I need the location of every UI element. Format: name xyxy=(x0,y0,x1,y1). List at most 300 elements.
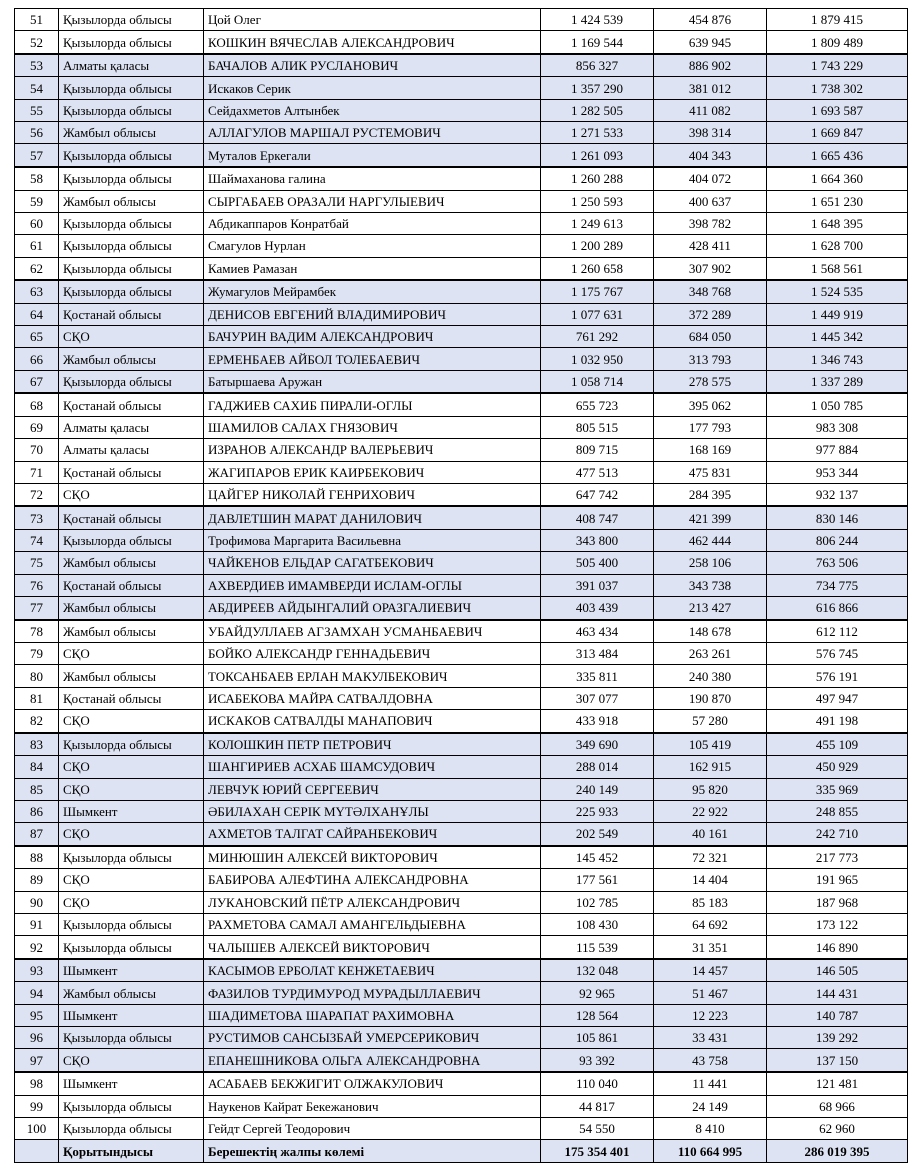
debtor-name-cell: КОЛОШКИН ПЕТР ПЕТРОВИЧ xyxy=(204,733,541,756)
debtor-name-cell: Цой Олег xyxy=(204,9,541,31)
amount-2-cell: 57 280 xyxy=(654,710,767,733)
amount-1-cell: 1 200 289 xyxy=(541,235,654,257)
debtor-name-cell: ФАЗИЛОВ ТУРДИМУРОД МУРАДЫЛЛАЕВИЧ xyxy=(204,982,541,1004)
table-row xyxy=(15,1117,908,1139)
debtor-name-cell: Муталов Еркегали xyxy=(204,144,541,167)
table-row xyxy=(15,529,908,551)
region-cell: Қызылорда облысы xyxy=(59,144,204,167)
debtor-name-cell: АБДИРЕЕВ АЙДЫНГАЛИЙ ОРАЗГАЛИЕВИЧ xyxy=(204,596,541,619)
amount-2-cell: 343 738 xyxy=(654,574,767,596)
region-cell: Жамбыл облысы xyxy=(59,552,204,574)
amount-1-cell: 463 434 xyxy=(541,620,654,643)
amount-1-cell: 403 439 xyxy=(541,596,654,619)
amount-1-cell: 1 077 631 xyxy=(541,303,654,325)
table-row xyxy=(15,1095,908,1117)
region-cell: Қызылорда облысы xyxy=(59,1027,204,1049)
total-amount-cell: 248 855 xyxy=(767,800,908,822)
total-amount-cell: 576 745 xyxy=(767,643,908,665)
table-row xyxy=(15,823,908,846)
debtor-name-cell: УБАЙДУЛЛАЕВ АГЗАМХАН УСМАНБАЕВИЧ xyxy=(204,620,541,643)
region-cell: СҚО xyxy=(59,1049,204,1072)
debtor-name-cell: ЧАЙКЕНОВ ЕЛЬДАР САГАТБЕКОВИЧ xyxy=(204,552,541,574)
amount-2-cell: 404 343 xyxy=(654,144,767,167)
total-amount-cell: 1 648 395 xyxy=(767,212,908,234)
row-number-cell: 88 xyxy=(15,846,59,869)
table-row xyxy=(15,303,908,325)
table-row xyxy=(15,778,908,800)
amount-1-cell: 477 513 xyxy=(541,461,654,483)
debtor-name-cell: ШАДИМЕТОВА ШАРАПАТ РАХИМОВНА xyxy=(204,1004,541,1026)
region-cell: СҚО xyxy=(59,778,204,800)
amount-1-cell: 1 058 714 xyxy=(541,370,654,393)
region-cell: Қызылорда облысы xyxy=(59,212,204,234)
debtor-name-cell: ИСКАКОВ САТВАЛДЫ МАНАПОВИЧ xyxy=(204,710,541,733)
debtor-name-cell: ДЕНИСОВ ЕВГЕНИЙ ВЛАДИМИРОВИЧ xyxy=(204,303,541,325)
table-row xyxy=(15,846,908,869)
total-amount-cell: 144 431 xyxy=(767,982,908,1004)
total-amount-cell: 830 146 xyxy=(767,506,908,529)
amount-2-cell: 454 876 xyxy=(654,9,767,31)
amount-2-cell: 14 457 xyxy=(654,959,767,982)
region-cell: Қызылорда облысы xyxy=(59,1117,204,1139)
amount-2-cell: 278 575 xyxy=(654,370,767,393)
row-number-cell: 52 xyxy=(15,31,59,54)
table-row xyxy=(15,326,908,348)
row-number-cell: 98 xyxy=(15,1072,59,1095)
amount-1-cell: 805 515 xyxy=(541,416,654,438)
debtor-name-cell: СЫРГАБАЕВ ОРАЗАЛИ НАРГУЛЫЕВИЧ xyxy=(204,190,541,212)
total-region-cell: Қорытындысы xyxy=(59,1140,204,1163)
amount-1-cell: 115 539 xyxy=(541,936,654,959)
row-number-cell: 73 xyxy=(15,506,59,529)
amount-1-cell: 1 249 613 xyxy=(541,212,654,234)
amount-1-cell: 1 260 658 xyxy=(541,257,654,280)
amount-2-cell: 162 915 xyxy=(654,756,767,778)
total-amount-cell: 121 481 xyxy=(767,1072,908,1095)
table-row xyxy=(15,643,908,665)
table-row xyxy=(15,756,908,778)
debtor-name-cell: ИЗРАНОВ АЛЕКСАНДР ВАЛЕРЬЕВИЧ xyxy=(204,439,541,461)
amount-1-cell: 177 561 xyxy=(541,869,654,891)
debtor-name-cell: ЛЕВЧУК ЮРИЙ СЕРГЕЕВИЧ xyxy=(204,778,541,800)
debtor-name-cell: КАСЫМОВ ЕРБОЛАТ КЕНЖЕТАЕВИЧ xyxy=(204,959,541,982)
amount-2-cell: 12 223 xyxy=(654,1004,767,1026)
region-cell: СҚО xyxy=(59,869,204,891)
debtor-name-cell: ЕРМЕНБАЕВ АЙБОЛ ТОЛЕБАЕВИЧ xyxy=(204,348,541,370)
row-number-cell: 58 xyxy=(15,167,59,190)
amount-2-cell: 639 945 xyxy=(654,31,767,54)
region-cell: Қызылорда облысы xyxy=(59,31,204,54)
amount-1-cell: 1 260 288 xyxy=(541,167,654,190)
amount-2-cell: 105 419 xyxy=(654,733,767,756)
debtor-name-cell: ЦАЙГЕР НИКОЛАЙ ГЕНРИХОВИЧ xyxy=(204,483,541,506)
amount-2-cell: 8 410 xyxy=(654,1117,767,1139)
debtor-name-cell: Абдикаппаров Конратбай xyxy=(204,212,541,234)
row-number-cell: 59 xyxy=(15,190,59,212)
amount-2-cell: 240 380 xyxy=(654,665,767,687)
amount-1-cell: 288 014 xyxy=(541,756,654,778)
table-row xyxy=(15,1049,908,1072)
row-number-cell: 85 xyxy=(15,778,59,800)
table-row xyxy=(15,190,908,212)
amount-1-cell: 343 800 xyxy=(541,529,654,551)
total-amount-cell: 576 191 xyxy=(767,665,908,687)
total-amount-cell: 1 879 415 xyxy=(767,9,908,31)
region-cell: СҚО xyxy=(59,756,204,778)
region-cell: Шымкент xyxy=(59,1072,204,1095)
amount-2-cell: 22 922 xyxy=(654,800,767,822)
region-cell: Жамбыл облысы xyxy=(59,190,204,212)
region-cell: Қызылорда облысы xyxy=(59,167,204,190)
region-cell: СҚО xyxy=(59,643,204,665)
total-amount-cell: 1 665 436 xyxy=(767,144,908,167)
total-amount-cell: 1 445 342 xyxy=(767,326,908,348)
region-cell: Қостанай облысы xyxy=(59,506,204,529)
row-number-cell: 55 xyxy=(15,99,59,121)
amount-1-cell: 225 933 xyxy=(541,800,654,822)
debtor-name-cell: Трофимова Маргарита Васильевна xyxy=(204,529,541,551)
region-cell: Қызылорда облысы xyxy=(59,936,204,959)
debtor-name-cell: Сейдахметов Алтынбек xyxy=(204,99,541,121)
region-cell: Қостанай облысы xyxy=(59,303,204,325)
total-amount-cell: 1 693 587 xyxy=(767,99,908,121)
total-amount-cell: 1 628 700 xyxy=(767,235,908,257)
amount-2-cell: 372 289 xyxy=(654,303,767,325)
row-number-cell: 84 xyxy=(15,756,59,778)
total-amount-cell: 1 050 785 xyxy=(767,393,908,416)
total-amount-cell: 1 337 289 xyxy=(767,370,908,393)
region-cell: СҚО xyxy=(59,823,204,846)
region-cell: Қызылорда облысы xyxy=(59,846,204,869)
amount-1-cell: 349 690 xyxy=(541,733,654,756)
table-row xyxy=(15,212,908,234)
row-number-cell: 80 xyxy=(15,665,59,687)
region-cell: Жамбыл облысы xyxy=(59,665,204,687)
row-number-cell: 93 xyxy=(15,959,59,982)
amount-1-cell: 110 040 xyxy=(541,1072,654,1095)
row-number-cell: 72 xyxy=(15,483,59,506)
region-cell: СҚО xyxy=(59,710,204,733)
total-row-number-cell xyxy=(15,1140,59,1163)
debtor-name-cell: КОШКИН ВЯЧЕСЛАВ АЛЕКСАНДРОВИЧ xyxy=(204,31,541,54)
region-cell: Қызылорда облысы xyxy=(59,9,204,31)
amount-1-cell: 335 811 xyxy=(541,665,654,687)
region-cell: Қызылорда облысы xyxy=(59,1095,204,1117)
table-row xyxy=(15,167,908,190)
row-number-cell: 54 xyxy=(15,77,59,99)
row-number-cell: 77 xyxy=(15,596,59,619)
amount-2-cell: 395 062 xyxy=(654,393,767,416)
row-number-cell: 94 xyxy=(15,982,59,1004)
table-row xyxy=(15,687,908,709)
amount-1-cell: 1 282 505 xyxy=(541,99,654,121)
region-cell: СҚО xyxy=(59,483,204,506)
amount-2-cell: 85 183 xyxy=(654,891,767,913)
amount-2-cell: 33 431 xyxy=(654,1027,767,1049)
debtor-name-cell: ГАДЖИЕВ САХИБ ПИРАЛИ-ОГЛЫ xyxy=(204,393,541,416)
debtor-name-cell: БАЧУРИН ВАДИМ АЛЕКСАНДРОВИЧ xyxy=(204,326,541,348)
total-amount-cell: 217 773 xyxy=(767,846,908,869)
amount-2-cell: 14 404 xyxy=(654,869,767,891)
region-cell: Жамбыл облысы xyxy=(59,982,204,1004)
table-row xyxy=(15,1027,908,1049)
row-number-cell: 70 xyxy=(15,439,59,461)
region-cell: Жамбыл облысы xyxy=(59,122,204,144)
debtors-table xyxy=(14,8,908,1163)
region-cell: Алматы қаласы xyxy=(59,54,204,77)
amount-1-cell: 1 250 593 xyxy=(541,190,654,212)
debtor-name-cell: ЕПАНЕШНИКОВА ОЛЬГА АЛЕКСАНДРОВНА xyxy=(204,1049,541,1072)
debtor-name-cell: Смагулов Нурлан xyxy=(204,235,541,257)
region-cell: Шымкент xyxy=(59,959,204,982)
region-cell: Қостанай облысы xyxy=(59,393,204,416)
debtor-name-cell: БАЧАЛОВ АЛИК РУСЛАНОВИЧ xyxy=(204,54,541,77)
region-cell: Жамбыл облысы xyxy=(59,596,204,619)
table-row xyxy=(15,959,908,982)
amount-2-cell: 24 149 xyxy=(654,1095,767,1117)
table-row xyxy=(15,348,908,370)
region-cell: Қызылорда облысы xyxy=(59,914,204,936)
row-number-cell: 87 xyxy=(15,823,59,846)
region-cell: Жамбыл облысы xyxy=(59,348,204,370)
amount-2-cell: 284 395 xyxy=(654,483,767,506)
total-row xyxy=(15,1140,908,1163)
table-row xyxy=(15,1072,908,1095)
row-number-cell: 81 xyxy=(15,687,59,709)
total-amount-cell: 612 112 xyxy=(767,620,908,643)
row-number-cell: 82 xyxy=(15,710,59,733)
amount-2-cell: 381 012 xyxy=(654,77,767,99)
amount-1-cell: 128 564 xyxy=(541,1004,654,1026)
row-number-cell: 63 xyxy=(15,280,59,303)
debtor-name-cell: АХВЕРДИЕВ ИМАМВЕРДИ ИСЛАМ-ОГЛЫ xyxy=(204,574,541,596)
amount-1-cell: 44 817 xyxy=(541,1095,654,1117)
debtor-name-cell: РАХМЕТОВА САМАЛ АМАНГЕЛЬДЫЕВНА xyxy=(204,914,541,936)
region-cell: Қызылорда облысы xyxy=(59,280,204,303)
row-number-cell: 99 xyxy=(15,1095,59,1117)
amount-1-cell: 391 037 xyxy=(541,574,654,596)
total-amount-cell: 173 122 xyxy=(767,914,908,936)
amount-2-cell: 263 261 xyxy=(654,643,767,665)
amount-1-cell: 647 742 xyxy=(541,483,654,506)
debt-table-sheet xyxy=(14,8,907,1163)
total-amount-1-cell: 175 354 401 xyxy=(541,1140,654,1163)
amount-1-cell: 433 918 xyxy=(541,710,654,733)
amount-1-cell: 856 327 xyxy=(541,54,654,77)
table-row xyxy=(15,122,908,144)
total-amount-cell: 1 524 535 xyxy=(767,280,908,303)
total-amount-cell: 616 866 xyxy=(767,596,908,619)
region-cell: Қызылорда облысы xyxy=(59,257,204,280)
amount-1-cell: 54 550 xyxy=(541,1117,654,1139)
amount-2-cell: 400 637 xyxy=(654,190,767,212)
debtor-name-cell: АСАБАЕВ БЕКЖИГИТ ОЛЖАКУЛОВИЧ xyxy=(204,1072,541,1095)
total-amount-cell: 1 809 489 xyxy=(767,31,908,54)
debtor-name-cell: Наукенов Кайрат Бекежанович xyxy=(204,1095,541,1117)
table-row xyxy=(15,710,908,733)
table-row xyxy=(15,574,908,596)
amount-2-cell: 313 793 xyxy=(654,348,767,370)
region-cell: Қызылорда облысы xyxy=(59,529,204,551)
debtor-name-cell: АЛЛАГУЛОВ МАРШАЛ РУСТЕМОВИЧ xyxy=(204,122,541,144)
row-number-cell: 51 xyxy=(15,9,59,31)
table-row xyxy=(15,936,908,959)
region-cell: Қостанай облысы xyxy=(59,574,204,596)
row-number-cell: 67 xyxy=(15,370,59,393)
amount-2-cell: 40 161 xyxy=(654,823,767,846)
region-cell: Қостанай облысы xyxy=(59,687,204,709)
total-amount-cell: 455 109 xyxy=(767,733,908,756)
debtor-name-cell: ЧАЛЫШЕВ АЛЕКСЕЙ ВИКТОРОВИЧ xyxy=(204,936,541,959)
amount-1-cell: 132 048 xyxy=(541,959,654,982)
amount-1-cell: 1 032 950 xyxy=(541,348,654,370)
total-amount-cell: 62 960 xyxy=(767,1117,908,1139)
debtor-name-cell: РУСТИМОВ САНСЫЗБАЙ УМЕРСЕРИКОВИЧ xyxy=(204,1027,541,1049)
table-row xyxy=(15,9,908,31)
total-amount-cell: 450 929 xyxy=(767,756,908,778)
amount-1-cell: 105 861 xyxy=(541,1027,654,1049)
region-cell: Алматы қаласы xyxy=(59,439,204,461)
row-number-cell: 83 xyxy=(15,733,59,756)
amount-2-cell: 421 399 xyxy=(654,506,767,529)
total-amount-cell: 335 969 xyxy=(767,778,908,800)
amount-2-cell: 72 321 xyxy=(654,846,767,869)
table-row xyxy=(15,235,908,257)
total-amount-2-cell: 110 664 995 xyxy=(654,1140,767,1163)
debtor-name-cell: МИНЮШИН АЛЕКСЕЙ ВИКТОРОВИЧ xyxy=(204,846,541,869)
total-amount-cell: 1 568 561 xyxy=(767,257,908,280)
debtor-name-cell: БОЙКО АЛЕКСАНДР ГЕННАДЬЕВИЧ xyxy=(204,643,541,665)
amount-1-cell: 655 723 xyxy=(541,393,654,416)
row-number-cell: 91 xyxy=(15,914,59,936)
row-number-cell: 79 xyxy=(15,643,59,665)
row-number-cell: 100 xyxy=(15,1117,59,1139)
table-row xyxy=(15,257,908,280)
region-cell: Қызылорда облысы xyxy=(59,235,204,257)
table-row xyxy=(15,891,908,913)
amount-1-cell: 1 424 539 xyxy=(541,9,654,31)
total-amount-cell: 932 137 xyxy=(767,483,908,506)
total-amount-cell: 191 965 xyxy=(767,869,908,891)
table-row xyxy=(15,982,908,1004)
row-number-cell: 78 xyxy=(15,620,59,643)
region-cell: СҚО xyxy=(59,326,204,348)
region-cell: Жамбыл облысы xyxy=(59,620,204,643)
amount-2-cell: 398 314 xyxy=(654,122,767,144)
total-amount-cell: 763 506 xyxy=(767,552,908,574)
region-cell: СҚО xyxy=(59,891,204,913)
amount-1-cell: 1 261 093 xyxy=(541,144,654,167)
total-amount-cell: 1 346 743 xyxy=(767,348,908,370)
amount-2-cell: 411 082 xyxy=(654,99,767,121)
row-number-cell: 56 xyxy=(15,122,59,144)
debtor-name-cell: ЖАГИПАРОВ ЕРИК КАИРБЕКОВИЧ xyxy=(204,461,541,483)
debtor-name-cell: ТОКСАНБАЕВ ЕРЛАН МАКУЛБЕКОВИЧ xyxy=(204,665,541,687)
table-row xyxy=(15,54,908,77)
total-amount-cell: 139 292 xyxy=(767,1027,908,1049)
amount-1-cell: 1 271 533 xyxy=(541,122,654,144)
table-row xyxy=(15,416,908,438)
total-amount-cell: 1 651 230 xyxy=(767,190,908,212)
amount-1-cell: 102 785 xyxy=(541,891,654,913)
total-amount-cell: 734 775 xyxy=(767,574,908,596)
amount-1-cell: 93 392 xyxy=(541,1049,654,1072)
debtor-name-cell: Шаймаханова галина xyxy=(204,167,541,190)
amount-1-cell: 145 452 xyxy=(541,846,654,869)
amount-2-cell: 31 351 xyxy=(654,936,767,959)
table-row xyxy=(15,439,908,461)
amount-2-cell: 348 768 xyxy=(654,280,767,303)
region-cell: Қостанай облысы xyxy=(59,461,204,483)
total-amount-cell: 977 884 xyxy=(767,439,908,461)
amount-2-cell: 684 050 xyxy=(654,326,767,348)
amount-2-cell: 11 441 xyxy=(654,1072,767,1095)
amount-2-cell: 404 072 xyxy=(654,167,767,190)
amount-2-cell: 43 758 xyxy=(654,1049,767,1072)
total-debtor-name-cell: Берешектің жалпы көлемі xyxy=(204,1140,541,1163)
total-amount-cell: 242 710 xyxy=(767,823,908,846)
row-number-cell: 71 xyxy=(15,461,59,483)
amount-1-cell: 1 357 290 xyxy=(541,77,654,99)
amount-2-cell: 475 831 xyxy=(654,461,767,483)
debtor-name-cell: Искаков Серик xyxy=(204,77,541,99)
table-row xyxy=(15,99,908,121)
amount-2-cell: 398 782 xyxy=(654,212,767,234)
total-amount-cell: 140 787 xyxy=(767,1004,908,1026)
amount-2-cell: 168 169 xyxy=(654,439,767,461)
amount-2-cell: 886 902 xyxy=(654,54,767,77)
table-row xyxy=(15,596,908,619)
amount-1-cell: 505 400 xyxy=(541,552,654,574)
table-row xyxy=(15,552,908,574)
amount-2-cell: 258 106 xyxy=(654,552,767,574)
amount-2-cell: 190 870 xyxy=(654,687,767,709)
region-cell: Қызылорда облысы xyxy=(59,733,204,756)
debtor-name-cell: ЛУКАНОВСКИЙ ПЁТР АЛЕКСАНДРОВИЧ xyxy=(204,891,541,913)
row-number-cell: 66 xyxy=(15,348,59,370)
amount-2-cell: 51 467 xyxy=(654,982,767,1004)
row-number-cell: 57 xyxy=(15,144,59,167)
table-row xyxy=(15,733,908,756)
debtor-name-cell: ДАВЛЕТШИН МАРАТ ДАНИЛОВИЧ xyxy=(204,506,541,529)
row-number-cell: 97 xyxy=(15,1049,59,1072)
debtor-name-cell: Батыршаева Аружан xyxy=(204,370,541,393)
row-number-cell: 53 xyxy=(15,54,59,77)
row-number-cell: 65 xyxy=(15,326,59,348)
amount-2-cell: 428 411 xyxy=(654,235,767,257)
total-amount-cell: 137 150 xyxy=(767,1049,908,1072)
table-row xyxy=(15,483,908,506)
row-number-cell: 95 xyxy=(15,1004,59,1026)
debtor-name-cell: Жумагулов Мейрамбек xyxy=(204,280,541,303)
table-row xyxy=(15,31,908,54)
table-row xyxy=(15,800,908,822)
debtor-name-cell: АХМЕТОВ ТАЛГАТ САЙРАНБЕКОВИЧ xyxy=(204,823,541,846)
debtor-name-cell: ИСАБЕКОВА МАЙРА САТВАЛДОВНА xyxy=(204,687,541,709)
amount-1-cell: 108 430 xyxy=(541,914,654,936)
total-amount-cell: 953 344 xyxy=(767,461,908,483)
row-number-cell: 61 xyxy=(15,235,59,257)
debtor-name-cell: Гейдт Сергей Теодорович xyxy=(204,1117,541,1139)
debtor-name-cell: ШАМИЛОВ САЛАХ ГНЯЗОВИЧ xyxy=(204,416,541,438)
row-number-cell: 62 xyxy=(15,257,59,280)
region-cell: Алматы қаласы xyxy=(59,416,204,438)
amount-1-cell: 761 292 xyxy=(541,326,654,348)
debtor-name-cell: Камиев Рамазан xyxy=(204,257,541,280)
total-amount-cell: 1 669 847 xyxy=(767,122,908,144)
amount-1-cell: 809 715 xyxy=(541,439,654,461)
row-number-cell: 74 xyxy=(15,529,59,551)
